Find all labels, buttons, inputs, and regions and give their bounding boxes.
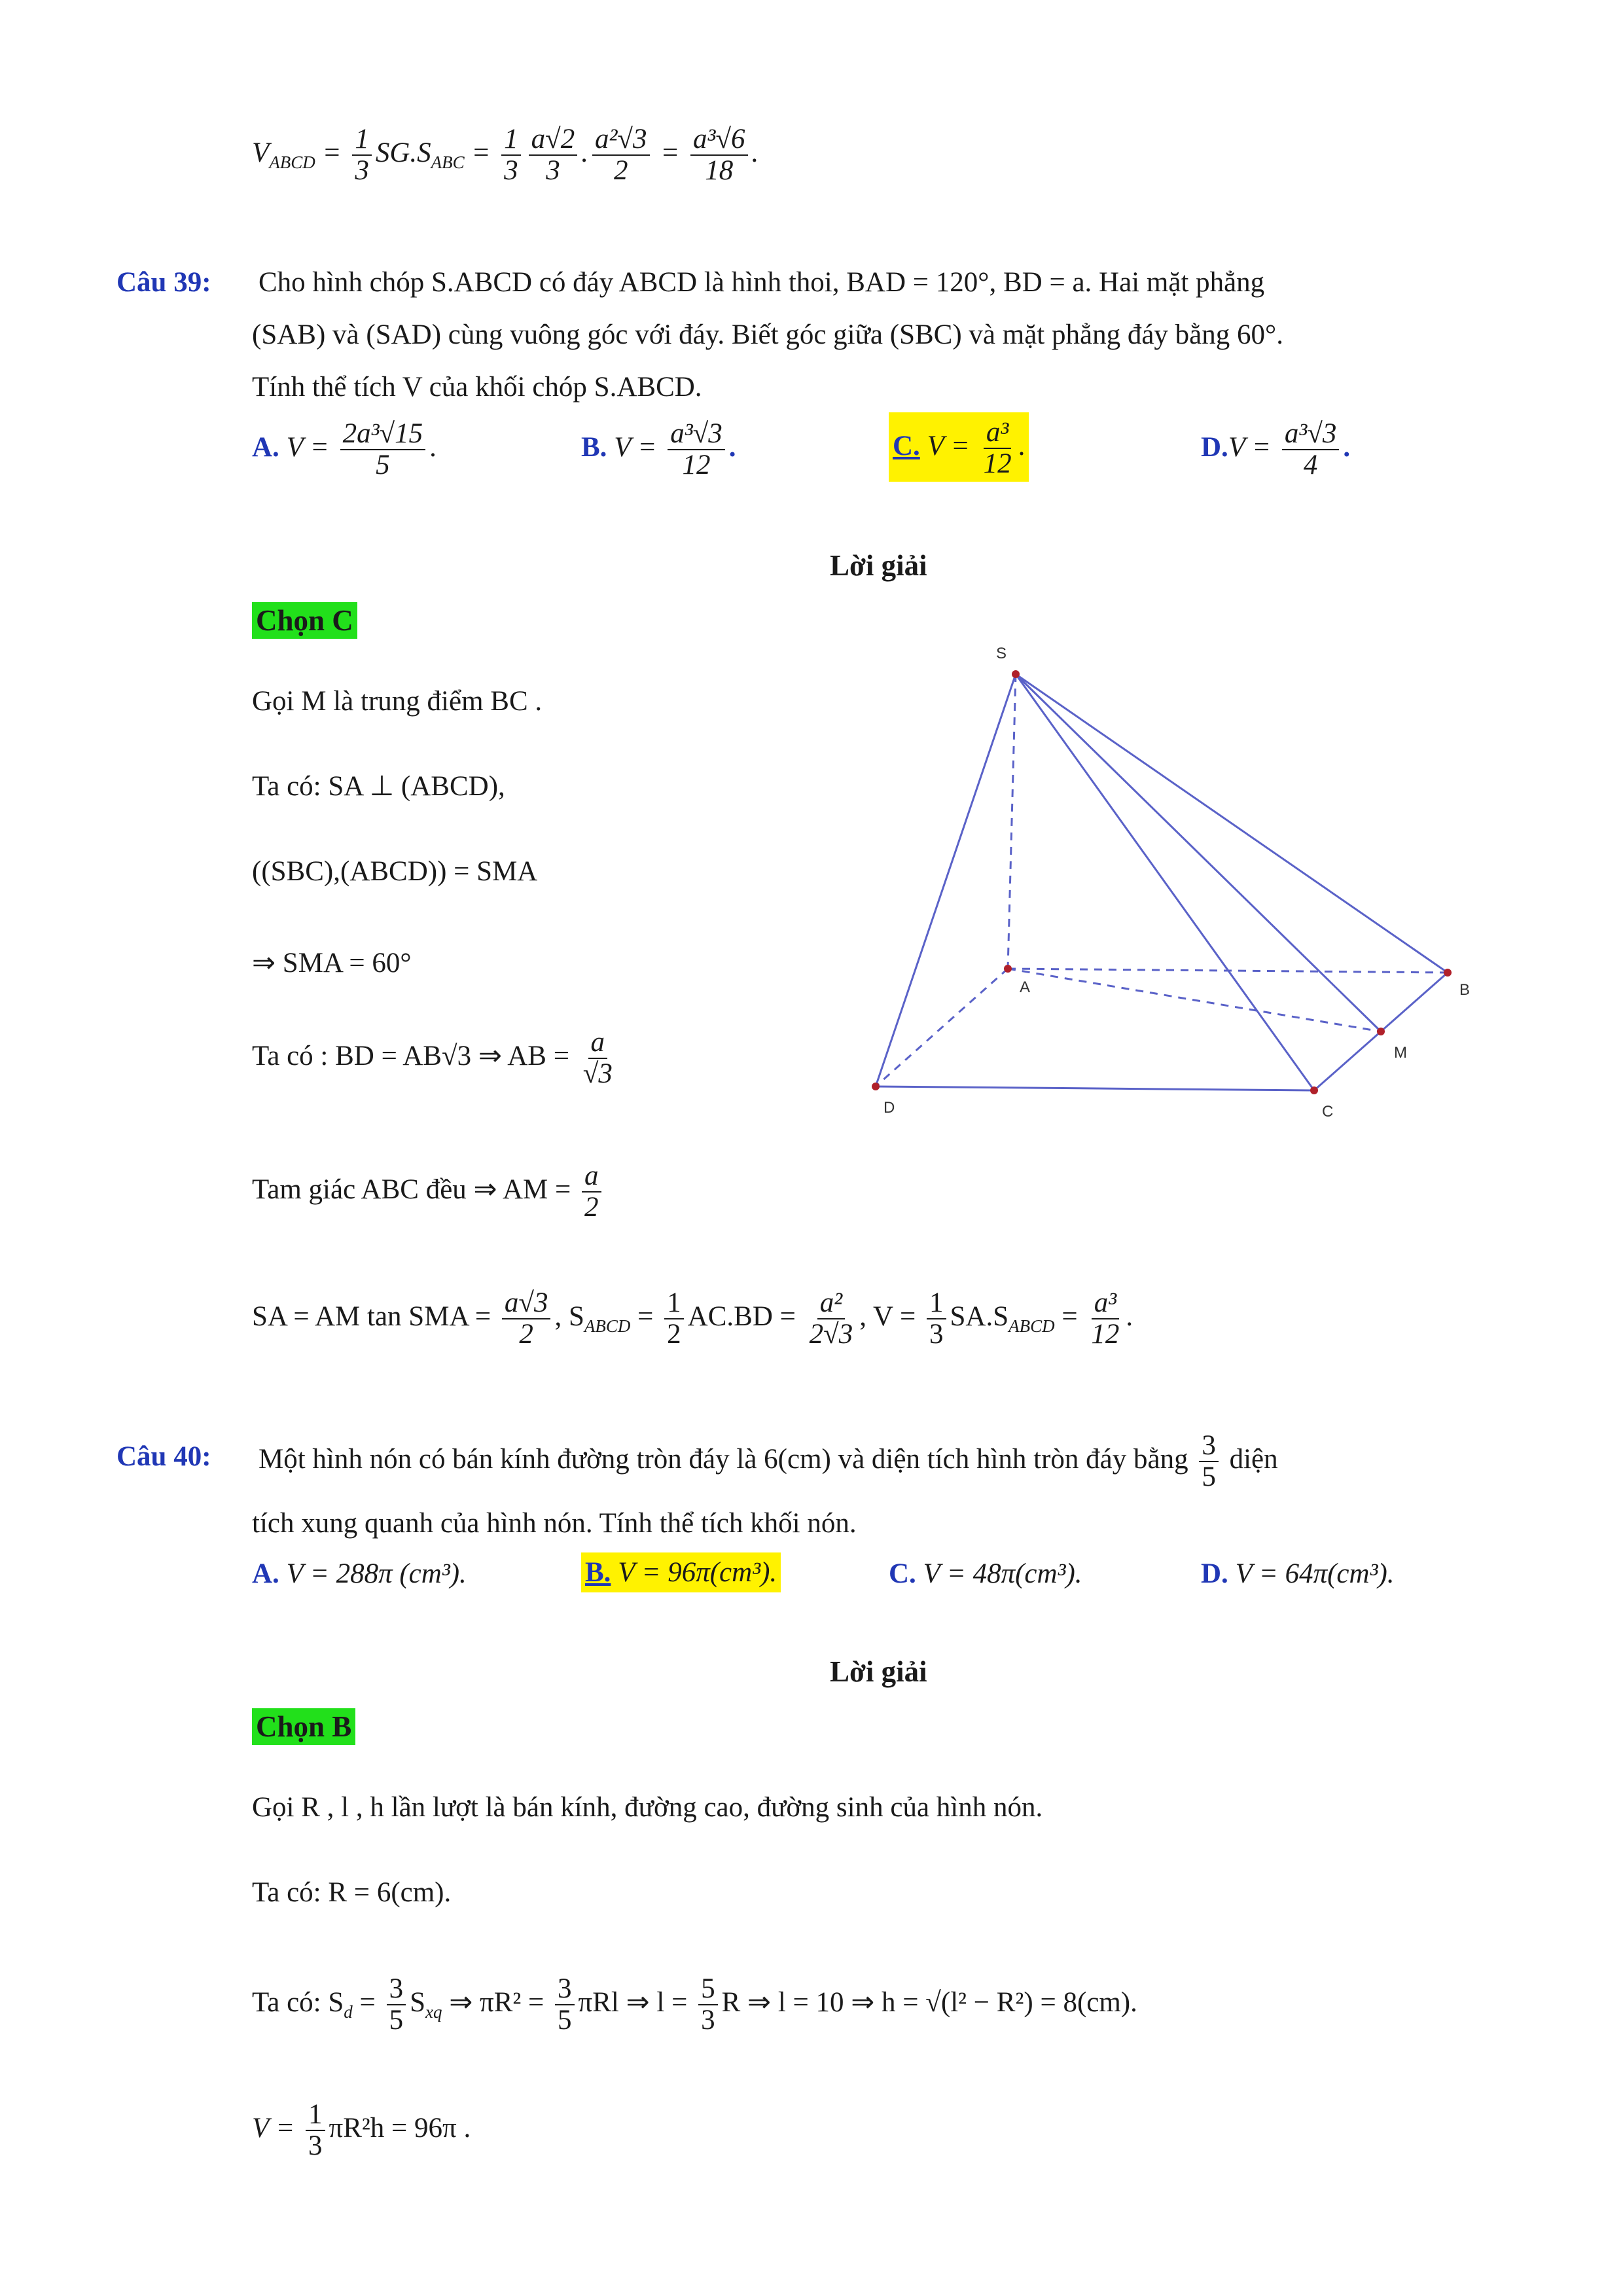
q39-solution-title: Lời giải: [830, 549, 927, 582]
point-S: [1012, 670, 1020, 678]
label-S: S: [996, 645, 1007, 662]
question-40-line1: Một hình nón có bán kính đường tròn đáy là 6(cm) và diện tích hình tròn đáy bằng $\frac{3}{5}$ diện: [259, 1430, 1278, 1492]
edge-SM: [1016, 674, 1381, 1031]
point-D: [872, 1083, 880, 1090]
q40-step-2: Ta có: R = 6(cm).: [252, 1877, 452, 1908]
q39-step-3: ((SBC),(ABCD)) = SMA: [252, 856, 538, 887]
question-40-line2: tích xung quanh của hình nón. Tính thể tích khối nón.: [252, 1508, 857, 1539]
q40-option-c[interactable]: C. V = 48π(cm³).: [889, 1558, 1082, 1589]
pyramid-figure: [851, 628, 1479, 1139]
q40-step-4: V = $\frac{1}{3}$ πR²h = 96π .: [252, 2099, 471, 2161]
point-M: [1377, 1028, 1385, 1035]
q39-option-c-correct[interactable]: C. V = $\frac{\text{a³}}{12}$ .: [889, 412, 1029, 482]
q39-step-6: Tam giác ABC đều ⇒ AM = $\frac{a}{2}$: [252, 1161, 605, 1223]
q40-option-b-correct[interactable]: B. V = 96π(cm³).: [581, 1552, 781, 1592]
q39-step-1: Gọi M là trung điểm BC .: [252, 686, 543, 717]
q39-step-5: Ta có : BD = AB√3 ⇒ AB = $\frac{a}{√3}$: [252, 1027, 613, 1089]
point-A: [1004, 965, 1012, 973]
label-D: D: [883, 1099, 895, 1117]
point-B: [1444, 969, 1452, 977]
label-A: A: [1020, 978, 1031, 996]
edge-SA-hidden: [1008, 674, 1016, 969]
q40-step-1: Gọi R , l , h lần lượt là bán kính, đường cao, đường sinh của hình nón.: [252, 1792, 1043, 1823]
edge-SC: [1016, 674, 1314, 1090]
point-C: [1310, 1086, 1318, 1094]
q40-solution-title: Lời giải: [830, 1655, 927, 1688]
top-volume-formula: $V_{ABCD}$ = $\frac{1}{3}$ $SG.S_{ABC}$ = $\frac{1}{3}$ $\frac{a√2}{3}$ . $\frac{\text{a²√3}}{2}$ = $\frac{\text{a³√6}}{18}$ .: [252, 124, 759, 186]
q40-option-d[interactable]: D. V = 64π(cm³).: [1201, 1558, 1395, 1589]
q39-step-7: SA = AM tan SMA = $\frac{a√3}{2}$ , $S_{ABCD}$ = $\frac{1}{2}$ AC.BD = $\frac{\text{a²}}{2√3}$ , V = $\frac{1}{3}$ $SA.S_{ABCD}$ = $\frac{\text{a³}}{12}$ .: [252, 1287, 1133, 1350]
q40-choice-badge: Chọn B: [252, 1708, 355, 1745]
question-39-line2: (SAB) và (SAD) cùng vuông góc với đáy. Biết góc giữa (SBC) và mặt phẳng đáy bằng 60°.: [252, 319, 1283, 350]
question-39-line3: Tính thể tích V của khối chóp S.ABCD.: [252, 372, 702, 403]
q39-option-a[interactable]: A. V = $\frac{\text{2a³√15}}{5}$ .: [252, 418, 437, 480]
question-40-label: Câu 40:: [116, 1441, 211, 1472]
q40-option-a[interactable]: A. V = 288π (cm³).: [252, 1558, 467, 1589]
question-39-line1: Cho hình chóp S.ABCD có đáy ABCD là hình thoi, BAD = 120°, BD = a. Hai mặt phẳng: [259, 267, 1265, 298]
label-C: C: [1322, 1103, 1334, 1121]
edge-SB: [1016, 674, 1448, 973]
edge-DC: [876, 1086, 1314, 1090]
q39-choice-badge: Chọn C: [252, 602, 357, 639]
q39-option-b[interactable]: B. V = $\frac{\text{a³√3}}{12}$ .: [581, 418, 736, 480]
q40-step-3: Ta có: $S_d$ = $\frac{3}{5}$ $S_{xq}$ ⇒ πR² = $\frac{3}{5}$ πRl ⇒ l = $\frac{5}{3}$ R ⇒ l = 10 ⇒ h = √(l² − R²) = 8(cm).: [252, 1973, 1137, 2036]
q39-step-2: Ta có: SA ⊥ (ABCD),: [252, 771, 505, 802]
label-B: B: [1459, 981, 1471, 999]
question-39-label: Câu 39:: [116, 267, 211, 298]
edge-SD: [876, 674, 1016, 1086]
q39-option-d[interactable]: D.V = $\frac{\text{a³√3}}{4}$ .: [1201, 418, 1351, 480]
q39-step-4: ⇒ SMA = 60°: [252, 948, 412, 978]
label-M: M: [1394, 1044, 1407, 1062]
